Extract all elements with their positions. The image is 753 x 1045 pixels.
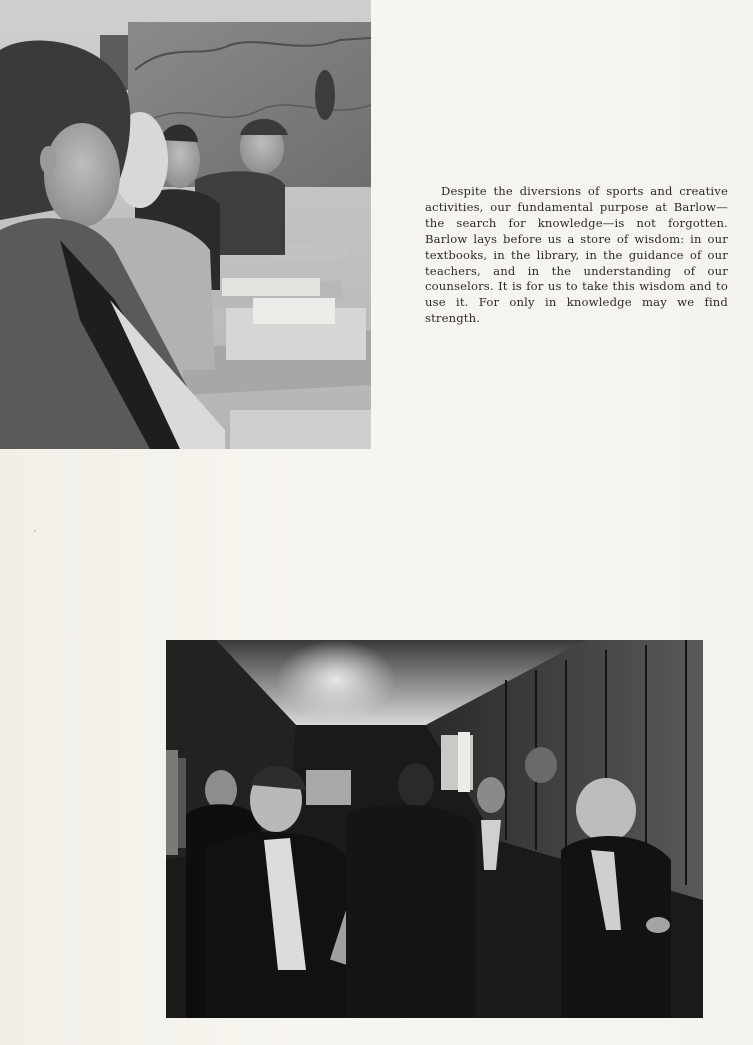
body-paragraph: Despite the diversions of sports and creative activities, our fundamental purpose at Barlow—the search for knowledge—is not forgotten. Barlow lays before us a store of wisdom: in our textbooks, in the library, in the guidance of our teachers, and in the understanding of our counselors. It is for us to take this wisdom and to use it. For only in knowledge may we find strength. <box>425 184 728 326</box>
hallway-photo <box>166 640 703 1018</box>
classroom-photo <box>0 0 371 449</box>
paper-speck <box>34 530 36 532</box>
classroom-photo-image <box>0 0 371 449</box>
hallway-photo-image <box>166 640 703 1018</box>
